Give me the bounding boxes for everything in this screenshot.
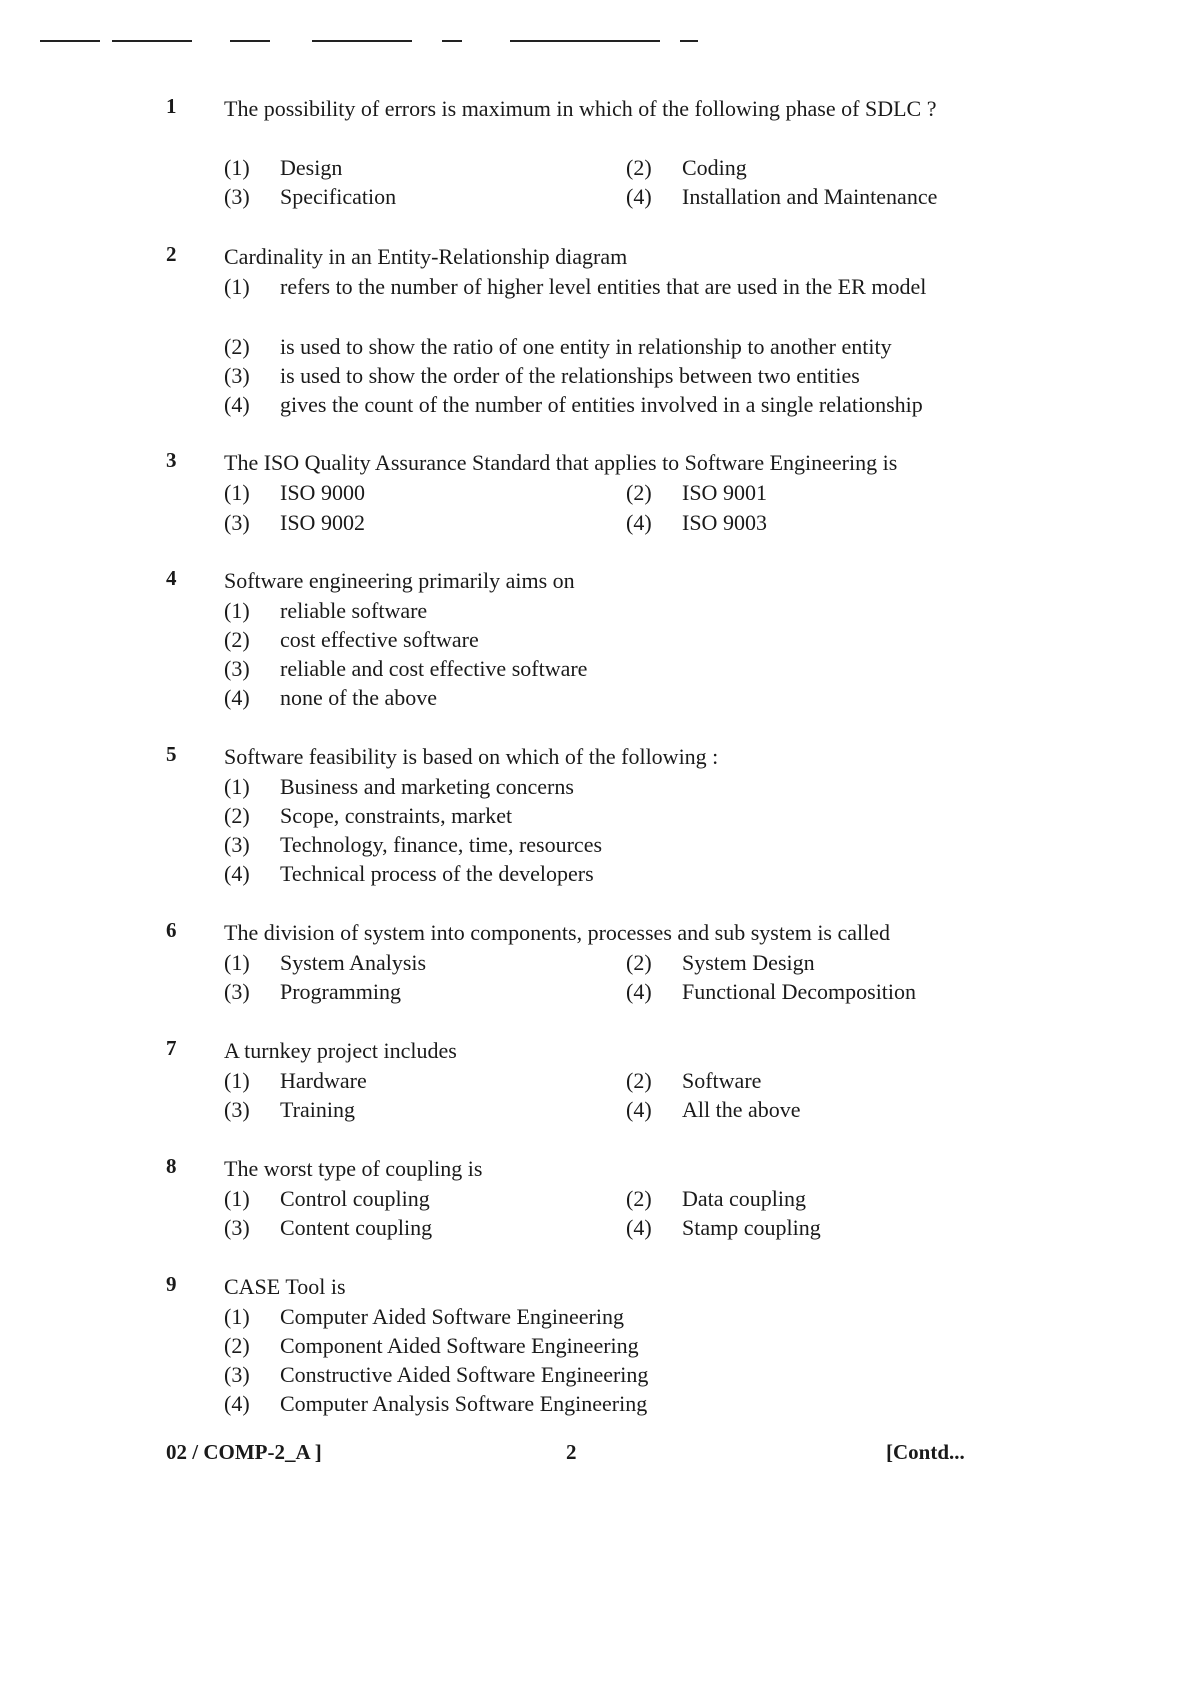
question-text: The possibility of errors is maximum in which of the following phase of SDLC ?: [224, 96, 937, 121]
option: [224, 977, 401, 1006]
option-number: (1): [224, 1068, 250, 1093]
option-number: (2): [224, 627, 250, 652]
option: [224, 1389, 647, 1418]
option: [224, 1360, 648, 1389]
option-text: reliable and cost effective software: [280, 656, 588, 681]
option-number: (4): [224, 1391, 250, 1416]
option: [224, 361, 860, 390]
question-number: 1: [166, 94, 177, 118]
option-text: Stamp coupling: [682, 1215, 821, 1240]
question-text: CASE Tool is: [224, 1274, 346, 1299]
option-number: (4): [626, 979, 652, 1004]
option: [224, 508, 365, 537]
option-number: (2): [224, 334, 250, 359]
question-number: 9: [166, 1272, 177, 1296]
option-number: (1): [224, 598, 250, 623]
option-number: (2): [626, 1068, 652, 1093]
option: [626, 478, 767, 507]
question-number: 5: [166, 742, 177, 766]
option-number: (1): [224, 774, 250, 799]
option-text: Content coupling: [280, 1215, 433, 1240]
question-number: 8: [166, 1154, 177, 1178]
option-text: refers to the number of higher level entities that are used in the ER model: [280, 274, 927, 299]
option-text: is used to show the order of the relationships between two entities: [280, 363, 860, 388]
option: [224, 478, 365, 507]
option-text: ISO 9001: [682, 480, 767, 505]
option-text: Control coupling: [280, 1186, 430, 1211]
option-text: Computer Analysis Software Engineering: [280, 1391, 648, 1416]
option: [224, 772, 574, 801]
option: [224, 801, 512, 830]
option: [224, 182, 396, 211]
option-text: reliable software: [280, 598, 428, 623]
option-text: Technical process of the developers: [280, 861, 594, 886]
option: [224, 153, 342, 182]
option-text: ISO 9002: [280, 510, 365, 535]
option-number: (4): [626, 510, 652, 535]
option: [224, 332, 892, 361]
option: [224, 390, 923, 419]
option-text: Functional Decomposition: [682, 979, 917, 1004]
question-number: 3: [166, 448, 177, 472]
option: [626, 508, 767, 537]
question-number: 6: [166, 918, 177, 942]
option: [626, 948, 815, 977]
option-number: (3): [224, 1362, 250, 1387]
option: [224, 1302, 624, 1331]
option: [224, 1184, 430, 1213]
option: [224, 859, 594, 888]
page-number: 2: [566, 1440, 577, 1464]
option: [626, 1213, 821, 1242]
option-number: (1): [224, 274, 250, 299]
option: [224, 1095, 355, 1124]
option-text: Scope, constraints, market: [280, 803, 513, 828]
option-number: (3): [224, 510, 250, 535]
option: [224, 272, 976, 301]
option: [224, 683, 437, 712]
option: [626, 1184, 806, 1213]
option-number: (1): [224, 155, 250, 180]
option-number: (3): [224, 184, 250, 209]
option-number: (3): [224, 1215, 250, 1240]
option-text: ISO 9003: [682, 510, 767, 535]
option-text: System Design: [682, 950, 815, 975]
option: [626, 153, 747, 182]
option-text: Business and marketing concerns: [280, 774, 574, 799]
option-text: is used to show the ratio of one entity in relationship to another entity: [280, 334, 892, 359]
option-number: (4): [224, 685, 250, 710]
option-text: Computer Aided Software Engineering: [280, 1304, 624, 1329]
option-number: (1): [224, 480, 250, 505]
option-text: All the above: [682, 1097, 801, 1122]
continued-label: [Contd...: [886, 1440, 965, 1464]
option-text: Constructive Aided Software Engineering: [280, 1362, 649, 1387]
option-text: Coding: [682, 155, 747, 180]
option-number: (4): [626, 1097, 652, 1122]
option: [626, 1095, 801, 1124]
option-number: (4): [224, 392, 250, 417]
question-text: The division of system into components, processes and sub system is called: [224, 920, 891, 945]
option-number: (4): [224, 861, 250, 886]
option-number: (3): [224, 979, 250, 1004]
question-text: A turnkey project includes: [224, 1038, 457, 1063]
option: [626, 182, 937, 211]
question-text: The worst type of coupling is: [224, 1156, 483, 1181]
option-number: (3): [224, 656, 250, 681]
question-number: 4: [166, 566, 177, 590]
top-rule: [40, 40, 730, 42]
option-number: (2): [626, 950, 652, 975]
option-number: (1): [224, 1186, 250, 1211]
option-number: (2): [224, 803, 250, 828]
question-text: Cardinality in an Entity-Relationship diagram: [224, 244, 628, 269]
option-number: (2): [224, 1333, 250, 1358]
option-text: Data coupling: [682, 1186, 807, 1211]
option-text: gives the count of the number of entities involved in a single relationship: [280, 392, 923, 417]
option: [224, 654, 587, 683]
option-text: cost effective software: [280, 627, 479, 652]
question-number: 7: [166, 1036, 177, 1060]
option-text: Specification: [280, 184, 397, 209]
option-text: Hardware: [280, 1068, 367, 1093]
option-number: (3): [224, 832, 250, 857]
option: [224, 1066, 367, 1095]
question-number: 2: [166, 242, 177, 266]
option-text: none of the above: [280, 685, 437, 710]
option: [224, 948, 426, 977]
option-text: Design: [280, 155, 343, 180]
option-text: Training: [280, 1097, 355, 1122]
question-text: Software engineering primarily aims on: [224, 568, 575, 593]
option-number: (2): [626, 480, 652, 505]
option-number: (4): [626, 184, 652, 209]
option-number: (1): [224, 1304, 250, 1329]
option: [224, 625, 479, 654]
option: [224, 1331, 639, 1360]
option-number: (2): [626, 1186, 652, 1211]
option-text: Software: [682, 1068, 762, 1093]
question-text: Software feasibility is based on which of the following :: [224, 744, 719, 769]
option-number: (4): [626, 1215, 652, 1240]
option-number: (3): [224, 363, 250, 388]
paper-code: 02 / COMP-2_A ]: [166, 1440, 322, 1464]
option-text: Programming: [280, 979, 401, 1004]
option-number: (1): [224, 950, 250, 975]
option-text: System Analysis: [280, 950, 427, 975]
option: [626, 977, 916, 1006]
option-number: (2): [626, 155, 652, 180]
option-text: ISO 9000: [280, 480, 365, 505]
option-text: Technology, finance, time, resources: [280, 832, 603, 857]
option: [224, 830, 602, 859]
option: [224, 1213, 432, 1242]
option: [224, 596, 427, 625]
option-text: Installation and Maintenance: [682, 184, 938, 209]
option-text: Component Aided Software Engineering: [280, 1333, 639, 1358]
option: [626, 1066, 761, 1095]
question-text: The ISO Quality Assurance Standard that applies to Software Engineering is: [224, 450, 898, 475]
option-number: (3): [224, 1097, 250, 1122]
